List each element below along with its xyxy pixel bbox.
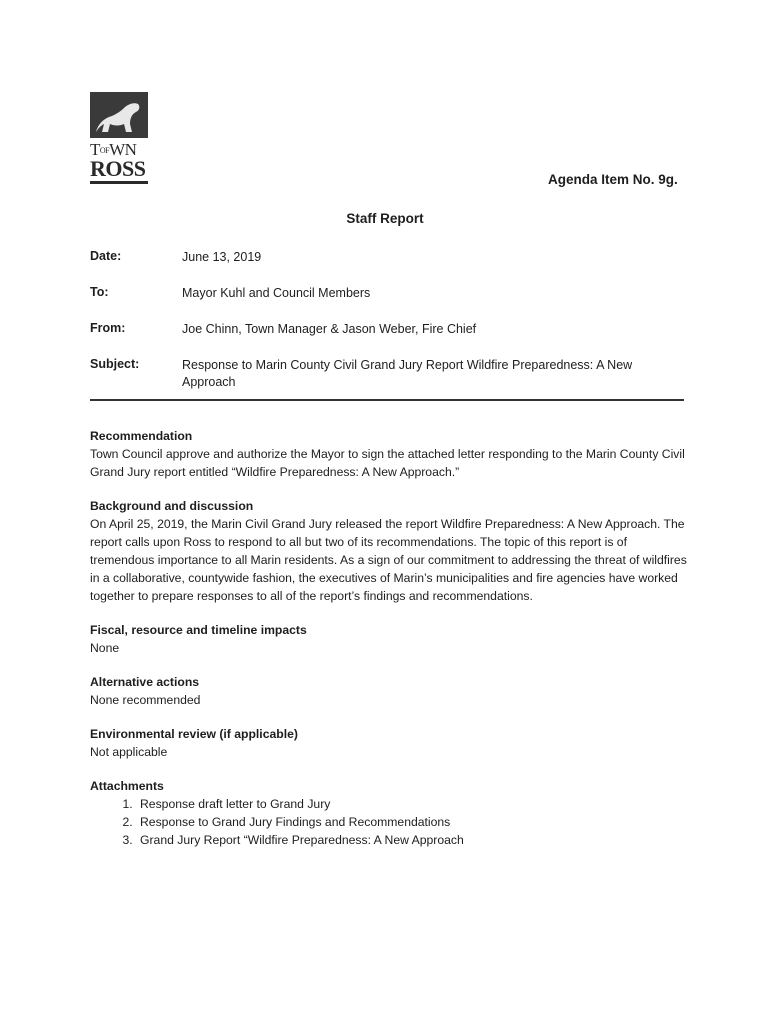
recommendation-heading: Recommendation bbox=[90, 429, 193, 443]
attachments-heading: Attachments bbox=[90, 779, 164, 793]
logo-town-wn: WN bbox=[109, 140, 137, 159]
meta-to-row bbox=[90, 285, 690, 302]
meta-subject-row bbox=[90, 357, 690, 391]
agenda-item-number: Agenda Item No. 9g. bbox=[548, 172, 678, 187]
subject-value: Response to Marin County Civil Grand Jury Report Wildfire Preparedness: A New Approach bbox=[182, 358, 633, 389]
bear-emblem-icon bbox=[90, 92, 148, 138]
meta-from-row bbox=[90, 321, 690, 338]
attachment-item: 3. Grand Jury Report “Wildfire Preparedness: A New Approach bbox=[136, 831, 690, 849]
attachment-item: 1. Response draft letter to Grand Jury bbox=[136, 795, 690, 813]
alternatives-text: None recommended bbox=[90, 693, 201, 707]
logo-underline bbox=[90, 181, 148, 184]
town-logo bbox=[90, 92, 148, 184]
logo-of-text: OF bbox=[99, 146, 110, 156]
attachments-list bbox=[90, 795, 690, 849]
meta-date-row bbox=[90, 249, 690, 266]
header-divider bbox=[90, 399, 684, 401]
logo-ross-text: ROSS bbox=[90, 156, 146, 182]
recommendation-section bbox=[90, 427, 690, 481]
fiscal-section bbox=[90, 621, 690, 657]
logo-town-t: T bbox=[90, 140, 100, 159]
date-label: Date: bbox=[90, 249, 122, 263]
fiscal-heading: Fiscal, resource and timeline impacts bbox=[90, 623, 307, 637]
alternatives-section bbox=[90, 673, 690, 709]
date-value: June 13, 2019 bbox=[182, 250, 262, 264]
environmental-text: Not applicable bbox=[90, 745, 168, 759]
environmental-heading: Environmental review (if applicable) bbox=[90, 727, 298, 741]
background-section bbox=[90, 497, 690, 605]
to-label: To: bbox=[90, 285, 109, 299]
attachment-item: 2. Response to Grand Jury Findings and Recommendations bbox=[136, 813, 690, 831]
from-label: From: bbox=[90, 321, 126, 335]
attachments-section bbox=[90, 777, 690, 849]
background-text: On April 25, 2019, the Marin Civil Grand Jury released the report Wildfire Preparedness: A New Approach. The report calls upon Ross to respond to all but two of its recommendations. The topic of this report is of tremendous importance to all Marin residents. As a sign of our commitment to addressing the threat of wildfires in a collaborative, countywide fashion, the executives of Marin’s municipalities and fire agencies have worked together to prepare responses to all of the report’s findings and recommendations. bbox=[90, 517, 687, 603]
environmental-section bbox=[90, 725, 690, 761]
document-title: Staff Report bbox=[346, 211, 424, 226]
fiscal-text: None bbox=[90, 641, 120, 655]
background-heading: Background and discussion bbox=[90, 499, 254, 513]
recommendation-text: Town Council approve and authorize the Mayor to sign the attached letter responding to the Marin County Civil Grand Jury report entitled “Wildfire Preparedness: A New Approach.” bbox=[90, 447, 685, 479]
alternatives-heading: Alternative actions bbox=[90, 675, 200, 689]
report-meta bbox=[90, 249, 690, 410]
from-value: Joe Chinn, Town Manager & Jason Weber, Fire Chief bbox=[182, 322, 477, 336]
subject-label: Subject: bbox=[90, 357, 140, 371]
report-body bbox=[90, 427, 690, 865]
to-value: Mayor Kuhl and Council Members bbox=[182, 286, 371, 300]
